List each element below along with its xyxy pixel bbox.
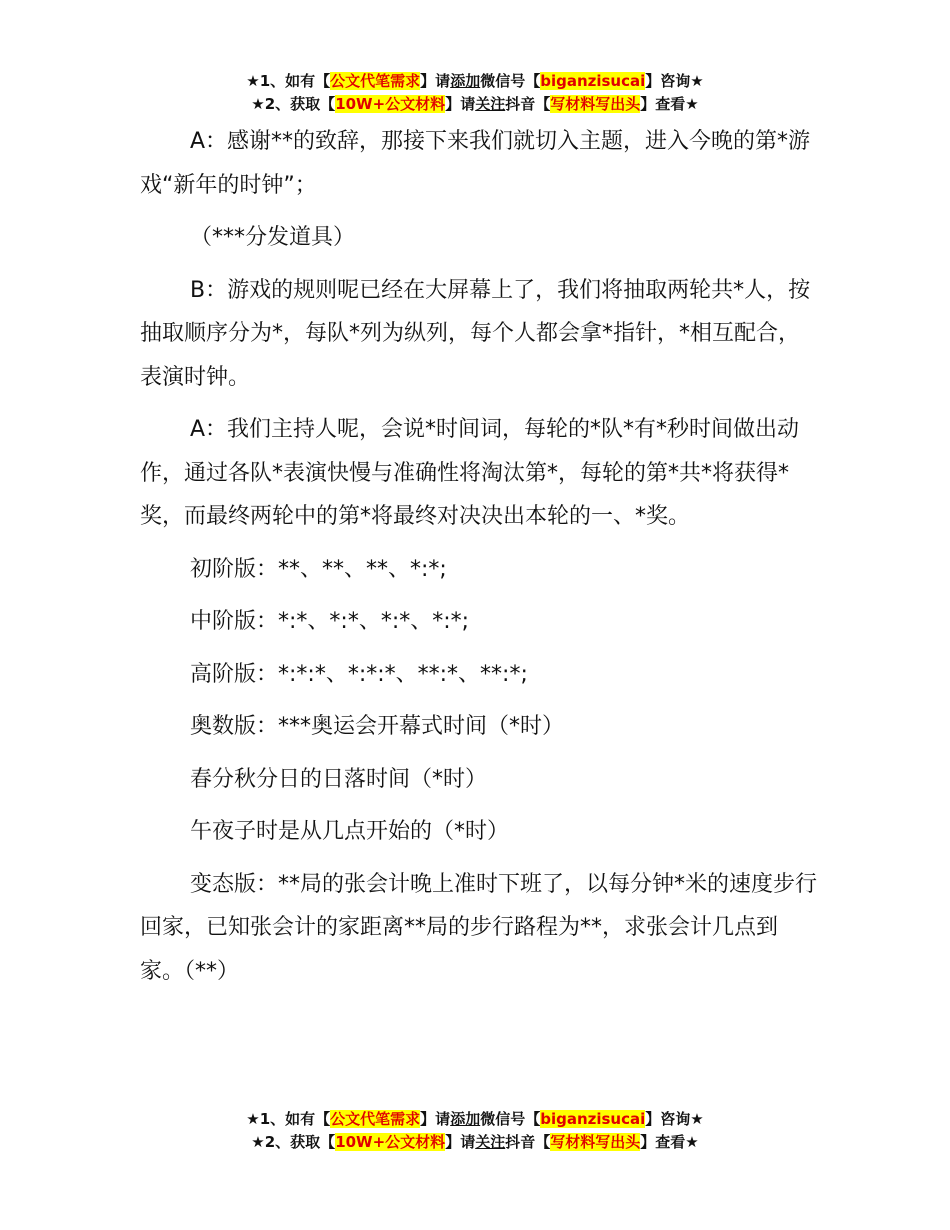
banner-text: ★1、如有【 [246, 1110, 331, 1128]
paragraph: 午夜子时是从几点开始的（*时） [190, 819, 510, 844]
underlined-text: 关注 [475, 95, 506, 113]
paragraph: A：我们主持人呢，会说*时间词，每轮的*队*有*秒时间做出动作，通过各队*表演快慢与准确性将淘汰第*，每轮的第*共*将获得*奖，而最终两轮中的第*将最终对决决出本轮的一、*奖。 [140, 417, 800, 529]
banner-text: ★2、获取【 [251, 95, 336, 113]
banner-text: 】咨询★ [645, 72, 704, 90]
highlight-text: biganzisucai [540, 72, 646, 90]
banner-text: 抖音【 [505, 95, 551, 113]
paragraph: B：游戏的规则呢已经在大屏幕上了，我们将抽取两轮共*人，按抽取顺序分为*，每队*列为纵列，每个人都会拿*指针，*相互配合，表演时钟。 [140, 277, 811, 390]
banner-text: 】查看★ [640, 1133, 699, 1151]
highlight-text: biganzisucai [540, 1110, 646, 1128]
top-banner [0, 70, 950, 116]
banner-text: 微信号【 [480, 72, 541, 90]
banner-text: 】请 [445, 1133, 476, 1151]
paragraph: 中阶版：*:*、*:*、*:*、*:*; [190, 609, 470, 634]
paragraph: 春分秋分日的日落时间（*时） [190, 766, 488, 792]
banner-line-2 [0, 1131, 950, 1154]
banner-text: 】请 [445, 95, 476, 113]
highlight-text: 10W+公文材料 [335, 1133, 446, 1151]
banner-text: 微信号【 [480, 1110, 541, 1128]
banner-text: ★1、如有【 [246, 72, 331, 90]
highlight-text: 10W+公文材料 [335, 95, 446, 113]
underlined-text: 关注 [475, 1133, 506, 1151]
document-body [140, 120, 820, 1002]
banner-text: 】请 [420, 72, 451, 90]
banner-line-1 [0, 1108, 950, 1131]
paragraph: 初阶版：**、**、**、*:*; [190, 556, 447, 582]
highlight-text: 公文代笔需求 [330, 1110, 421, 1128]
paragraph: 高阶版：*:*:*、*:*:*、**:*、**:*; [190, 661, 528, 687]
highlight-text: 公文代笔需求 [330, 72, 421, 90]
highlight-text: 写材料写出头 [550, 1133, 641, 1151]
banner-text: ★2、获取【 [251, 1133, 336, 1151]
banner-line-2 [0, 93, 950, 116]
paragraph: （***分发道具） [190, 225, 356, 250]
banner-text: 】咨询★ [645, 1110, 704, 1128]
paragraph: 奥数版：***奥运会开幕式时间（*时） [190, 714, 565, 739]
highlight-text: 写材料写出头 [550, 95, 641, 113]
underlined-text: 添加 [450, 72, 481, 90]
banner-line-1 [0, 70, 950, 93]
bottom-banner [0, 1108, 950, 1154]
banner-text: 】请 [420, 1110, 451, 1128]
paragraph: A：感谢**的致辞，那接下来我们就切入主题，进入今晚的第*游戏“新年的时钟”； [140, 129, 811, 198]
banner-text: 】查看★ [640, 95, 699, 113]
banner-text: 抖音【 [505, 1133, 551, 1151]
paragraph: 变态版：**局的张会计晚上准时下班了，以每分钟*米的速度步行回家，已知张会计的家距离**局的步行路程为**，求张会计几点到家。（**） [140, 871, 818, 984]
underlined-text: 添加 [450, 1110, 481, 1128]
